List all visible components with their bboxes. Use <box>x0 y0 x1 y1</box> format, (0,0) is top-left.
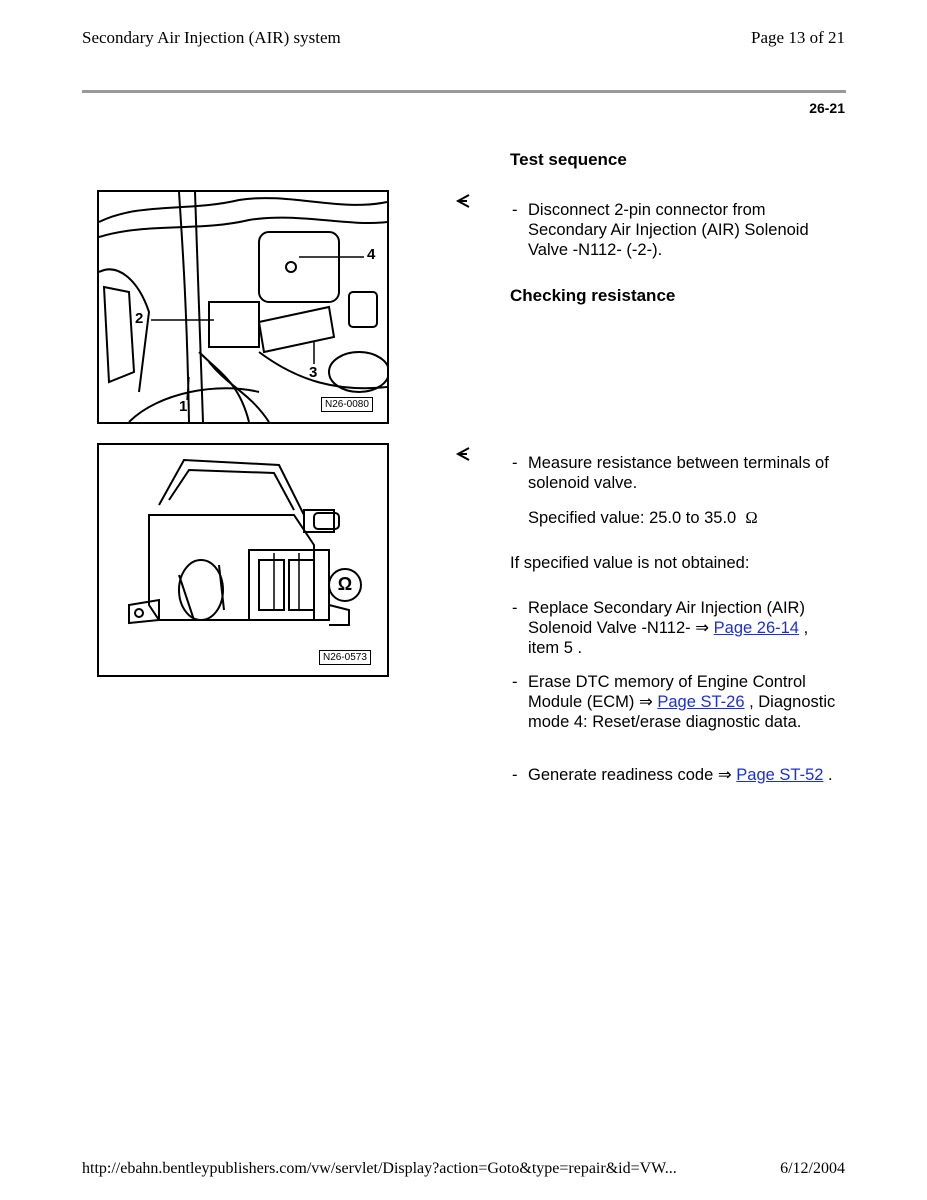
solenoid-valve-illustration <box>99 445 387 675</box>
step-disconnect <box>510 200 840 260</box>
footer-url: http://ebahn.bentleypublishers.com/vw/servlet/Display?action=Goto&type=repair&id=VW... <box>82 1160 677 1177</box>
step-erase-text: Erase DTC memory of Engine Control Module (ECM) ⇒ <box>528 673 806 711</box>
list-dash: - <box>512 599 518 617</box>
test-sequence-heading: Test sequence <box>510 150 627 169</box>
footer-date: 6/12/2004 <box>780 1160 845 1177</box>
callout-3: 3 <box>309 364 318 381</box>
callout-2: 2 <box>135 310 144 327</box>
list-dash: - <box>512 673 518 691</box>
step-erase-suffix: , Diagnostic mode 4: Reset/erase diagnostic data. <box>528 693 836 731</box>
figure-code-label: N26-0080 <box>321 397 373 412</box>
specified-value-text: Specified value: 25.0 to 35.0 <box>528 509 737 527</box>
callout-1: 1 <box>179 398 188 415</box>
figure-code-label: N26-0573 <box>319 650 371 665</box>
list-dash: - <box>512 454 518 472</box>
link-page-26-14[interactable]: Page 26-14 <box>713 619 799 637</box>
step-generate <box>510 765 840 785</box>
checking-resistance-heading: Checking resistance <box>510 286 676 305</box>
list-dash: - <box>512 201 518 219</box>
step-replace <box>510 598 840 658</box>
link-page-st-26[interactable]: Page ST-26 <box>657 693 745 711</box>
figure-connector-location <box>97 190 389 424</box>
not-obtained-note: If specified value is not obtained: <box>510 554 750 572</box>
step-disconnect-text: Disconnect 2-pin connector from Secondary Air Injection (AIR) Solenoid Valve -N112- (-2-). <box>528 201 809 259</box>
link-page-st-52[interactable]: Page ST-52 <box>736 766 824 784</box>
specified-value <box>528 508 758 528</box>
list-dash: - <box>512 766 518 784</box>
page-indicator: Page 13 of 21 <box>751 28 845 47</box>
step-replace-suffix: , item 5 . <box>528 619 809 657</box>
connector-illustration <box>99 192 387 422</box>
figure-solenoid-valve <box>97 443 389 677</box>
section-number: 26-21 <box>809 100 845 116</box>
document-title: Secondary Air Injection (AIR) system <box>82 28 341 47</box>
ohm-meter-symbol: Ω <box>337 574 353 594</box>
step-pointer-icon <box>455 445 473 463</box>
step-pointer-icon <box>455 192 473 210</box>
ohm-unit: Ω <box>745 508 758 527</box>
step-replace-text: Replace Secondary Air Injection (AIR) Solenoid Valve -N112- ⇒ <box>528 599 805 637</box>
step-measure <box>510 453 840 493</box>
step-measure-text: Measure resistance between terminals of solenoid valve. <box>528 454 829 492</box>
callout-4: 4 <box>367 246 376 263</box>
step-generate-suffix: . <box>823 766 833 784</box>
step-generate-text: Generate readiness code ⇒ <box>528 766 737 784</box>
step-erase <box>510 672 840 732</box>
header-divider <box>82 90 846 93</box>
